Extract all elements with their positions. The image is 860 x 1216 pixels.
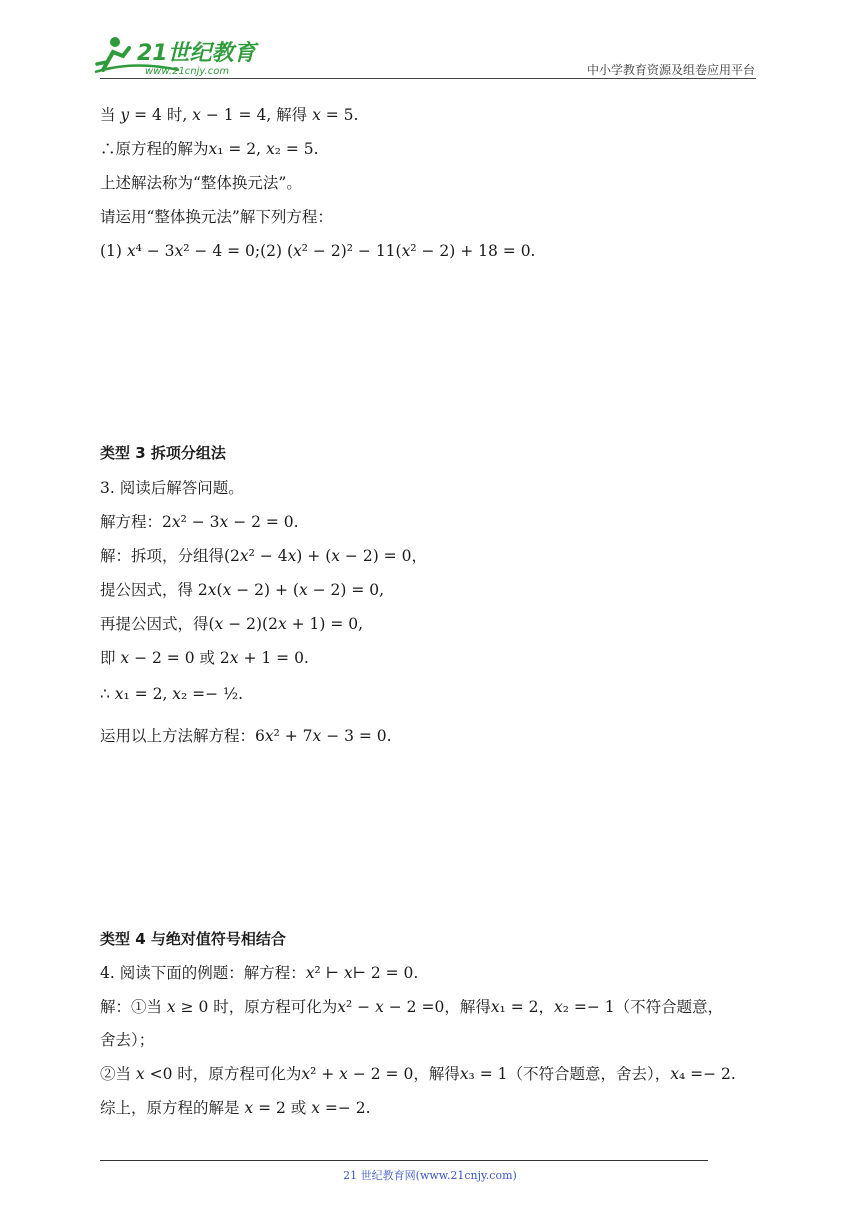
text-line: 解方程：2𝑥² − 3𝑥 − 2 = 0. (100, 513, 299, 531)
text-line: 综上，原方程的解是 𝑥 = 2 或 𝑥 =− 2. (100, 1099, 371, 1117)
logo-text: 21世纪教育 (137, 41, 256, 66)
footer-link[interactable]: 21 世纪教育网(www.21cnjy.com) (343, 1169, 517, 1182)
platform-name: 中小学教育资源及组卷应用平台 (586, 63, 755, 77)
question-title: 4. 阅读下面的例题：解方程：𝑥² ⊢ 𝑥⊢ 2 = 0. (100, 964, 419, 982)
text-line: 上述解法称为“整体换元法”。 (100, 174, 302, 192)
site-logo (93, 30, 263, 78)
text-line: 请运用“整体换元法”解下列方程： (100, 208, 333, 226)
section-heading: 类型 4 与绝对值符号相结合 (100, 930, 286, 948)
header-divider (100, 78, 756, 79)
page-header (0, 0, 860, 80)
text-line: 再提公因式，得(𝑥 − 2)(2𝑥 + 1) = 0, (100, 615, 364, 633)
text-line: 解：拆项，分组得(2𝑥² − 4𝑥) + (𝑥 − 2) = 0， (100, 547, 427, 565)
text-line: 舍去）； (100, 1031, 155, 1049)
text-line: 提公因式，得 2𝑥(𝑥 − 2) + (𝑥 − 2) = 0, (100, 581, 385, 599)
text-line: ∴原方程的解为𝑥₁ = 2, 𝑥₂ = 5. (100, 140, 319, 158)
text-line: ∴ 𝑥₁ = 2, 𝑥₂ =− ½. (100, 685, 244, 703)
text-line: ②当 𝑥 <0 时，原方程可化为𝑥² + 𝑥 − 2 = 0，解得𝑥₃ = 1（不符合题意，舍去），𝑥₄ =− 2. (100, 1065, 736, 1083)
text-line: 运用以上方法解方程：6𝑥² + 7𝑥 − 3 = 0. (100, 727, 392, 745)
logo-url: www.21cnjy.com (145, 66, 230, 77)
footer-divider (100, 1160, 708, 1161)
text-line: 即 𝑥 − 2 = 0 或 2𝑥 + 1 = 0. (100, 649, 309, 667)
section-heading: 类型 3 拆项分组法 (100, 444, 226, 462)
text-line: (1) 𝑥⁴ − 3𝑥² − 4 = 0;(2) (𝑥² − 2)² − 11(𝑥² − 2) + 18 = 0. (100, 242, 536, 260)
question-title: 3. 阅读后解答问题。 (100, 479, 244, 497)
text-line: 当 𝑦 = 4 时, 𝑥 − 1 = 4, 解得 𝑥 = 5. (100, 106, 359, 124)
text-line: 解：①当 𝑥 ≥ 0 时，原方程可化为𝑥² − 𝑥 − 2 =0，解得𝑥₁ = 2，𝑥₂ =− 1（不符合题意， (100, 998, 724, 1016)
